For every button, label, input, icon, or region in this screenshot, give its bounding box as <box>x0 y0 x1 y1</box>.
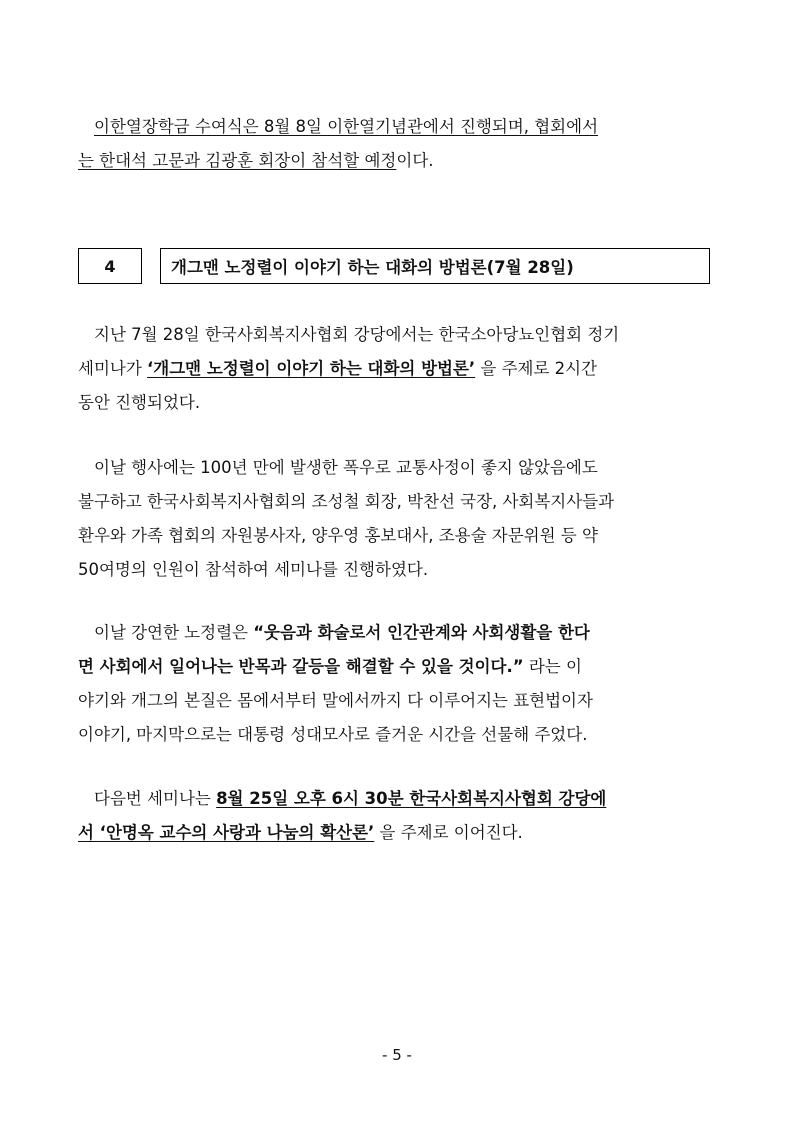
p3-line-2-post: 라는 이 <box>523 657 582 676</box>
p4-line-1 <box>78 782 718 816</box>
p2-line-2: 불구하고 한국사회복지사협회의 조성철 회장, 박찬선 국장, 사회복지사들과 <box>78 492 615 511</box>
p4-line-2-post: 을 주제로 이어진다. <box>374 823 523 842</box>
p4-next-seminar-title: 서 ‘안명옥 교수의 사랑과 나눔의 확산론’ <box>78 823 375 842</box>
intro-line-2-rest: 이다. <box>396 151 434 170</box>
p2-line-1: 이날 행사에는 100년 만에 발생한 폭우로 교통사정이 좋지 않았음에도 <box>94 458 598 477</box>
p1-seminar-title: ‘개그맨 노정렬이 이야기 하는 대화의 방법론’ <box>147 359 476 378</box>
p3-line-3: 야기와 개그의 본질은 몸에서부터 말에서까지 다 이루어지는 표현법이자 <box>78 691 593 710</box>
p3-quote-part-2: 면 사회에서 일어나는 반목과 갈등을 해결할 수 있을 것이다.” <box>78 657 524 676</box>
paragraph-3 <box>78 616 718 752</box>
p4-line-1-pre: 다음번 세미나는 <box>94 789 217 808</box>
intro-line-2 <box>78 144 718 178</box>
p1-line-2 <box>78 352 718 386</box>
paragraph-2 <box>78 451 718 587</box>
p1-line-1: 지난 7월 28일 한국사회복지사협회 강당에서는 한국소아당뇨인협회 정기 <box>94 325 620 344</box>
section-title: 개그맨 노정렬이 이야기 하는 대화의 방법론(7월 28일) <box>171 258 574 277</box>
p2-line-3: 환우와 가족 협회의 자원봉사자, 양우영 홍보대사, 조용술 자문위원 등 약 <box>78 526 598 545</box>
paragraph-1 <box>78 318 718 420</box>
intro-line-1 <box>78 110 718 144</box>
p1-line-2-pre: 세미나가 <box>78 359 148 378</box>
p3-line-4: 이야기, 마지막으로는 대통령 성대모사로 즐거운 시간을 선물해 주었다. <box>78 725 588 744</box>
p4-line-2 <box>78 816 718 850</box>
page-number: - 5 - <box>382 1046 412 1064</box>
p3-line-1 <box>78 616 718 650</box>
p1-line-2-post: 을 주제로 2시간 <box>475 359 598 378</box>
intro-line-2-underlined: 는 한대석 고문과 김광훈 회장이 참석할 예정 <box>78 151 397 170</box>
p3-quote-part-1: “웃음과 화술로서 인간관계와 사회생활을 한다 <box>253 623 590 642</box>
p3-line-2 <box>78 650 718 684</box>
section-number-box <box>78 248 142 284</box>
section-title-box <box>160 248 710 284</box>
intro-paragraph <box>78 110 718 178</box>
p2-line-4: 50여명의 인원이 참석하여 세미나를 진행하였다. <box>78 560 429 579</box>
paragraph-4 <box>78 782 718 850</box>
p3-line-1-pre: 이날 강연한 노정렬은 <box>94 623 254 642</box>
section-number: 4 <box>104 256 116 276</box>
p1-line-3: 동안 진행되었다. <box>78 393 201 412</box>
intro-line-1-text: 이한열장학금 수여식은 8월 8일 이한열기념관에서 진행되며, 협회에서 <box>94 117 599 136</box>
p4-next-seminar-info: 8월 25일 오후 6시 30분 한국사회복지사협회 강당에 <box>216 789 607 808</box>
